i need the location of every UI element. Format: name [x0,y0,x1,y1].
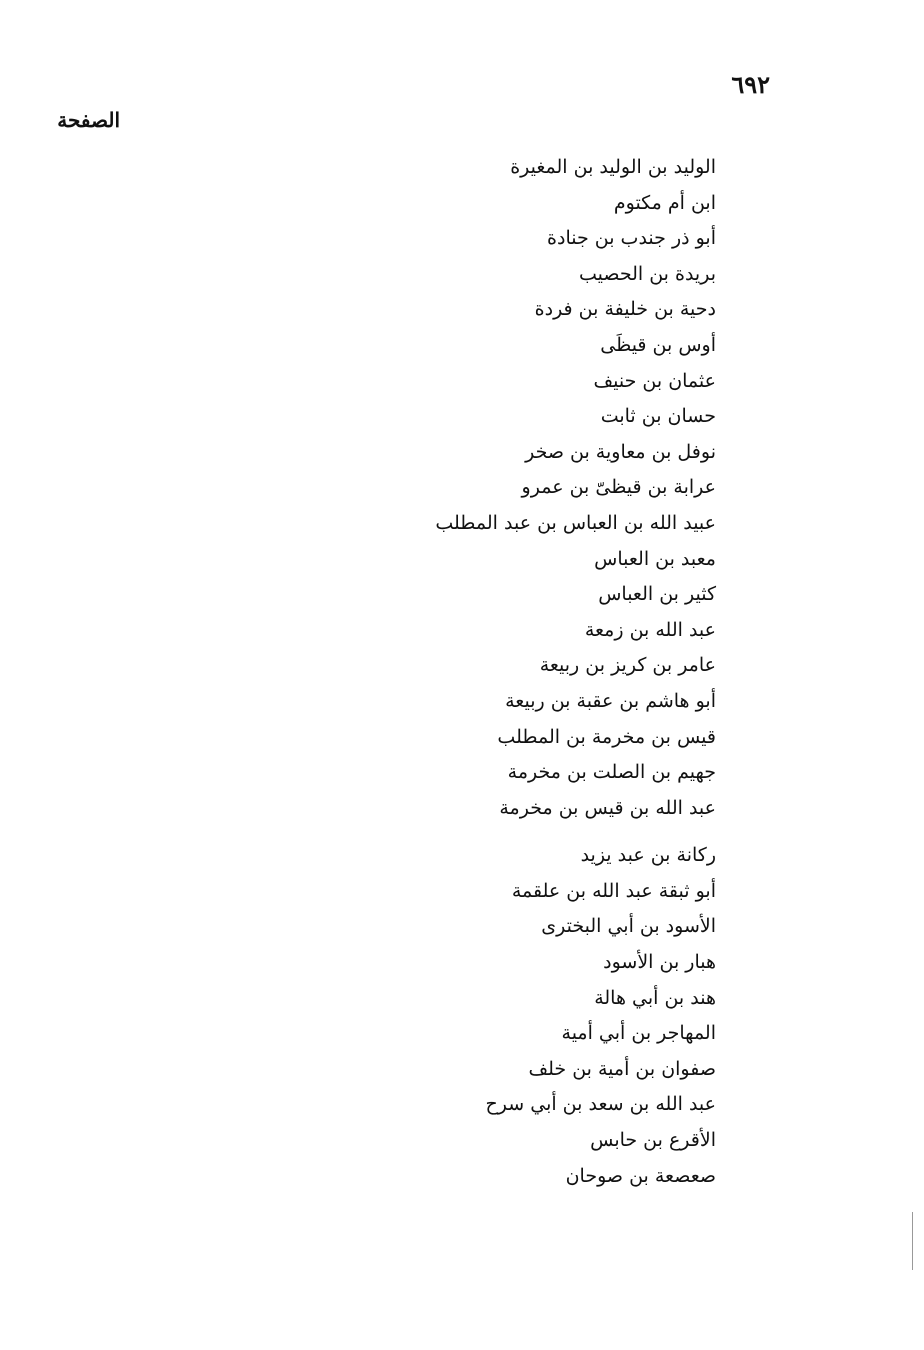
scan-edge-mark [912,1212,913,1270]
names-list [435,150,716,1194]
list-item: عبيد الله بن العباس بن عبد المطلب [435,511,716,534]
list-item: معبد بن العباس [594,547,716,570]
list-item: عبد الله بن قيس بن مخرمة [499,796,716,819]
list-item: المهاجر بن أبي أمية [561,1022,716,1045]
list-item: هند بن أبي هالة [594,986,716,1009]
list-item: كثير بن العباس [598,583,716,606]
list-item: الأسود بن أبي البخترى [541,915,716,938]
list-item: أوس بن قيظَى [600,333,716,356]
list-item: أبو ذر جندب بن جنادة [547,227,716,250]
list-item: جهيم بن الصلت بن مخرمة [507,761,716,784]
list-item: عرابة بن قيظىّ بن عمرو [521,476,716,499]
list-item: الأقرع بن حابس [590,1129,716,1152]
list-item: صفوان بن أمية بن خلف [528,1057,716,1080]
list-item: عبد الله بن سعد بن أبي سرح [485,1093,716,1116]
column-heading: الصفحة [57,108,120,132]
list-item: هبار بن الأسود [603,951,716,974]
list-item: عامر بن كريز بن ربيعة [539,654,716,677]
list-item: الوليد بن الوليد بن المغيرة [510,156,716,178]
list-item: صعصعة بن صوحان [565,1164,716,1187]
list-item: ركانة بن عبد يزيد [580,844,716,867]
list-item: عبد الله بن زمعة [584,618,716,641]
list-item: ابن أم مكتوم [613,191,716,214]
list-item: نوفل بن معاوية بن صخر [525,440,716,463]
list-item: حسان بن ثابت [600,405,716,428]
list-item: قيس بن مخرمة بن المطلب [497,725,716,748]
list-item: بريدة بن الحصيب [578,262,716,285]
list-item: أبو ثبقة عبد الله بن علقمة [511,879,716,902]
page-number: ٦٩٢ [731,70,770,99]
list-item: عثمان بن حنيف [593,369,716,392]
list-item: دحية بن خليفة بن فردة [534,298,716,321]
list-item: أبو هاشم بن عقبة بن ربيعة [505,689,716,712]
